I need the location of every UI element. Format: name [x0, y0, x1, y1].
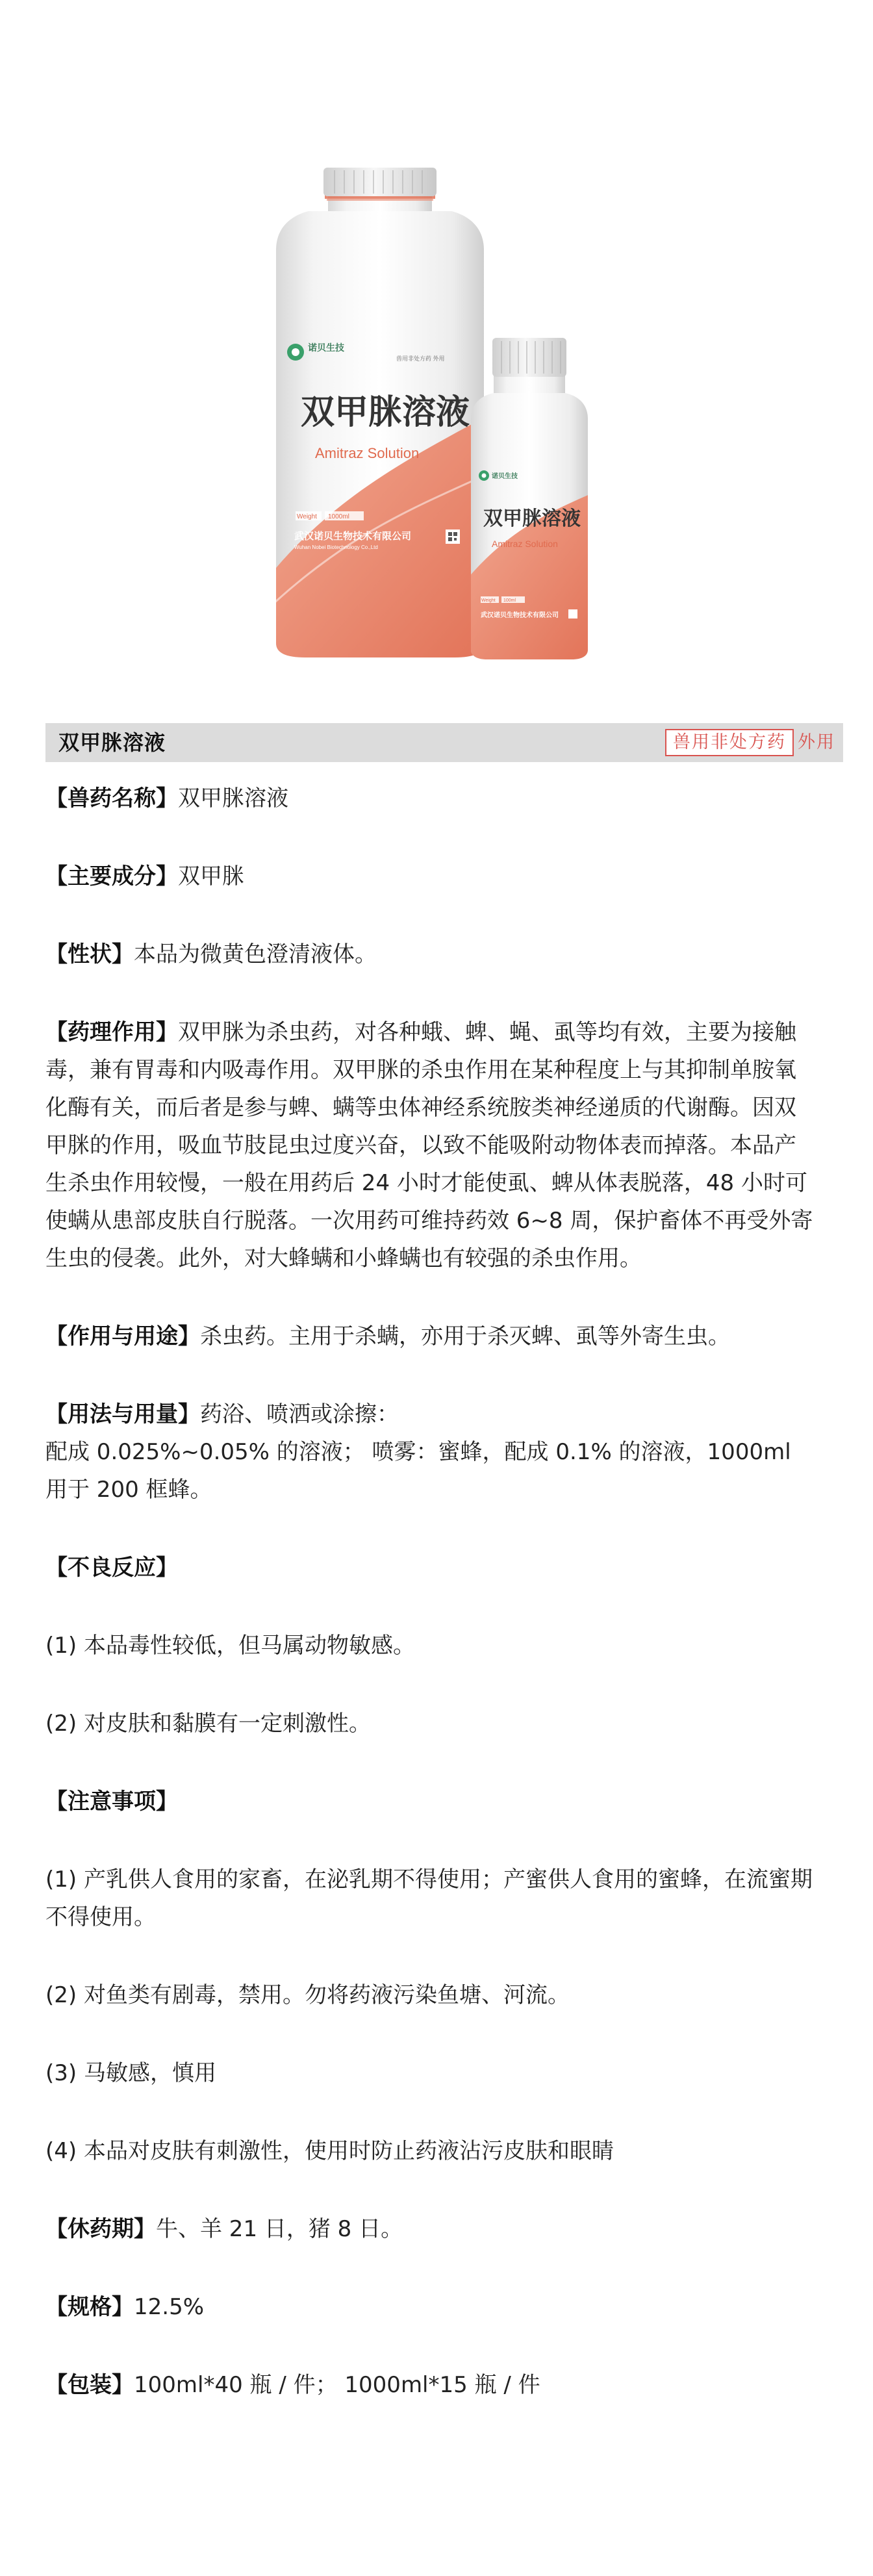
property-label: 【性状】 — [45, 941, 134, 967]
caution-item-3: (3) 马敏感，慎用 — [45, 2060, 216, 2086]
caution-item-4: (4) 本品对皮肤有刺激性，使用时防止药液沾污皮肤和眼睛 — [45, 2138, 614, 2164]
withdrawal-value: 牛、羊 21 日，猪 8 日。 — [156, 2216, 403, 2242]
section-withdrawal — [45, 2210, 815, 2248]
spec-value: 12.5% — [134, 2294, 205, 2320]
otc-badge: 兽用非处方药 — [665, 729, 794, 756]
big-bottle-weight-value: 1000ml — [328, 513, 349, 520]
section-usage — [45, 1318, 815, 1355]
drug-class-badges — [665, 728, 839, 757]
big-bottle — [273, 168, 487, 663]
package-value: 100ml*40 瓶 / 件； 1000ml*15 瓶 / 件 — [134, 2372, 540, 2398]
product-title-bar — [45, 723, 843, 762]
small-bottle-title-en: Amitraz Solution — [492, 539, 558, 549]
section-ingredient — [45, 858, 815, 895]
property-value: 本品为微黄色澄清液体。 — [134, 941, 377, 967]
small-bottle-company: 武汉诺贝生物技术有限公司 — [481, 612, 559, 619]
spec-label: 【规格】 — [45, 2294, 134, 2320]
usage-value: 杀虫药。主用于杀螨，亦用于杀灭蜱、虱等外寄生虫。 — [200, 1323, 730, 1349]
small-bottle — [468, 338, 591, 663]
pharmacology-value: 双甲脒为杀虫药，对各种蛾、蜱、蝇、虱等均有效，主要为接触毒，兼有胃毒和内吸毒作用。双甲脒的杀虫作用在某种程度上与其抑制单胺氧化酶有关，而后者是参与蜱、螨等虫体神经系统胺类神经递质的代谢酶。因双甲脒的作用，吸血节肢昆虫过度兴奋，以致不能吸附动物体表而掉落。本品产生杀虫作用较慢，一般在用药后 24 小时才能使虱、蜱从体表脱落，48 小时可使螨从患部皮肤自行脱落。一次用药可维持药效 6~8 周，保护畜体不再受外寄生虫的侵袭。此外，对大蜂螨和小蜂螨也有较强的杀虫作用。 — [45, 1019, 813, 1271]
caution-item-2: (2) 对鱼类有剧毒，禁用。勿将药液污染鱼塘、河流。 — [45, 1982, 570, 2008]
small-bottle-qr-icon — [568, 609, 577, 618]
pharmacology-label: 【药理作用】 — [45, 1019, 178, 1045]
big-bottle-qr-icon — [446, 529, 460, 544]
section-adverse-heading — [45, 1549, 815, 1587]
big-bottle-title: 双甲脒溶液 — [301, 393, 470, 432]
drug-name-label: 【兽药名称】 — [45, 785, 178, 811]
small-bottle-weight-label: Weight — [481, 598, 496, 603]
dosage-label: 【用法与用量】 — [45, 1401, 200, 1427]
section-property — [45, 936, 815, 973]
big-bottle-company: 武汉诺贝生物技术有限公司 — [294, 530, 412, 542]
section-pharmacology — [45, 1014, 815, 1277]
big-bottle-top-note: 兽用非处方药 外用 — [396, 355, 445, 362]
small-bottle-weight-value: 100ml — [503, 598, 516, 603]
adverse-label: 【不良反应】 — [45, 1555, 178, 1581]
small-bottle-brand: 诺贝生技 — [492, 473, 518, 480]
product-title: 双甲脒溶液 — [58, 730, 166, 755]
small-bottle-title: 双甲脒溶液 — [483, 507, 581, 530]
ingredient-value: 双甲脒 — [178, 863, 244, 889]
big-bottle-company-en: Wuhan Nobei Biotechnology Co.,Ltd — [294, 544, 378, 550]
package-label: 【包装】 — [45, 2372, 134, 2398]
ingredient-label: 【主要成分】 — [45, 863, 178, 889]
section-spec — [45, 2288, 815, 2326]
section-caution-heading — [45, 1783, 815, 1820]
caution-label: 【注意事项】 — [45, 1789, 178, 1815]
external-use-badge: 外用 — [798, 732, 835, 752]
usage-label: 【作用与用途】 — [45, 1323, 200, 1349]
section-dosage — [45, 1396, 815, 1509]
adverse-item-2: (2) 对皮肤和黏膜有一定刺激性。 — [45, 1711, 371, 1737]
adverse-item-1: (1) 本品毒性较低，但马属动物敏感。 — [45, 1633, 415, 1659]
caution-item-1: (1) 产乳供人食用的家畜，在泌乳期不得使用；产蜜供人食用的蜜蜂，在流蜜期不得使用。 — [45, 1867, 813, 1930]
dosage-value: 药浴、喷洒或涂擦： — [200, 1401, 399, 1427]
dosage-detail: 配成 0.025%~0.05% 的溶液； 喷雾：蜜蜂，配成 0.1% 的溶液，1000ml 用于 200 框蜂。 — [45, 1439, 791, 1503]
big-bottle-brand: 诺贝生技 — [308, 342, 344, 353]
product-details — [45, 780, 815, 2444]
section-package — [45, 2366, 815, 2404]
big-bottle-title-en: Amitraz Solution — [315, 445, 420, 461]
product-image — [0, 0, 873, 702]
big-bottle-weight-label: Weight — [297, 513, 317, 520]
section-drug-name — [45, 780, 815, 817]
withdrawal-label: 【休药期】 — [45, 2216, 156, 2242]
drug-name-value: 双甲脒溶液 — [178, 785, 288, 811]
